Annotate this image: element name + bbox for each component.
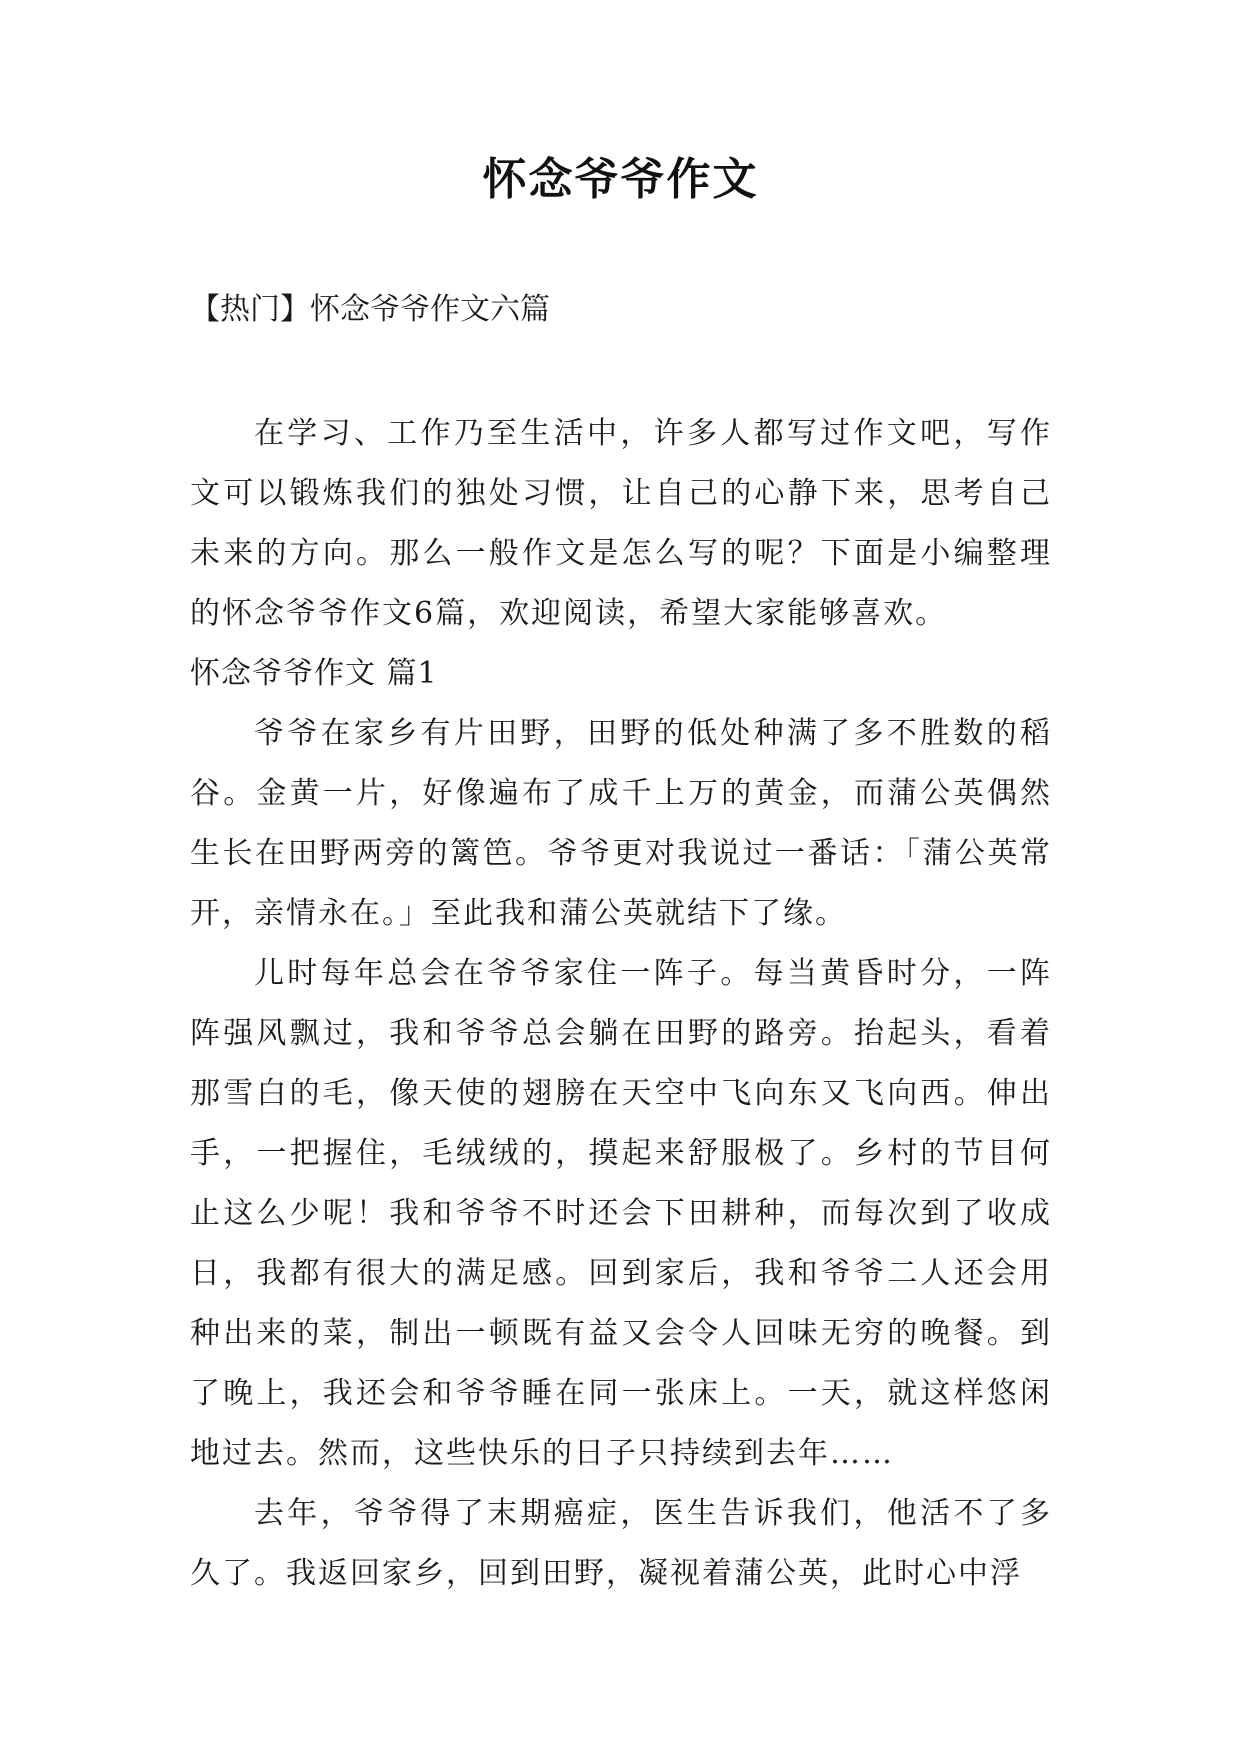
body-paragraph: 去年，爷爷得了末期癌症，医生告诉我们，他活不了多久了。我返回家乡，回到田野，凝视着蒲公英，此时心中浮 (190, 1496, 1052, 1591)
document-title: 怀念爷爷作文 (482, 154, 759, 205)
body-paragraph: 儿时每年总会在爷爷家住一阵子。每当黄昏时分，一阵阵强风飘过，我和爷爷总会躺在田野的路旁。抬起头，看着那雪白的毛，像天使的翅膀在天空中飞向东又飞向西。伸出手，一把握住，毛绒绒的，摸起来舒服极了。乡村的节目何止这么少呢！我和爷爷不时还会下田耕种，而每次到了收成日，我都有很大的满足感。回到家后，我和爷爷二人还会用种出来的菜，制出一顿既有益又会令人回味无穷的晚餐。到了晚上，我还会和爷爷睡在同一张床上。一天，就这样悠闲地过去。然而，这些快乐的日子只持续到去年…… (190, 956, 1052, 1471)
body-paragraph: 爷爷在家乡有片田野，田野的低处种满了多不胜数的稻谷。金黄一片，好像遍布了成千上万的黄金，而蒲公英偶然生长在田野两旁的篱笆。爷爷更对我说过一番话：「蒲公英常开，亲情永在。」至此我和蒲公英就结下了缘。 (190, 716, 1052, 931)
section-heading: 怀念爷爷作文 篇1 (190, 656, 438, 691)
intro-paragraph: 在学习、工作乃至生活中，许多人都写过作文吧，写作文可以锻炼我们的独处习惯，让自己的心静下来，思考自己未来的方向。那么一般作文是怎么写的呢？下面是小编整理的怀念爷爷作文6篇，欢迎阅读，希望大家能够喜欢。 (190, 416, 1052, 631)
document-body (190, 404, 1052, 1604)
document-subtitle: 【热门】怀念爷爷作文六篇 (190, 292, 550, 327)
